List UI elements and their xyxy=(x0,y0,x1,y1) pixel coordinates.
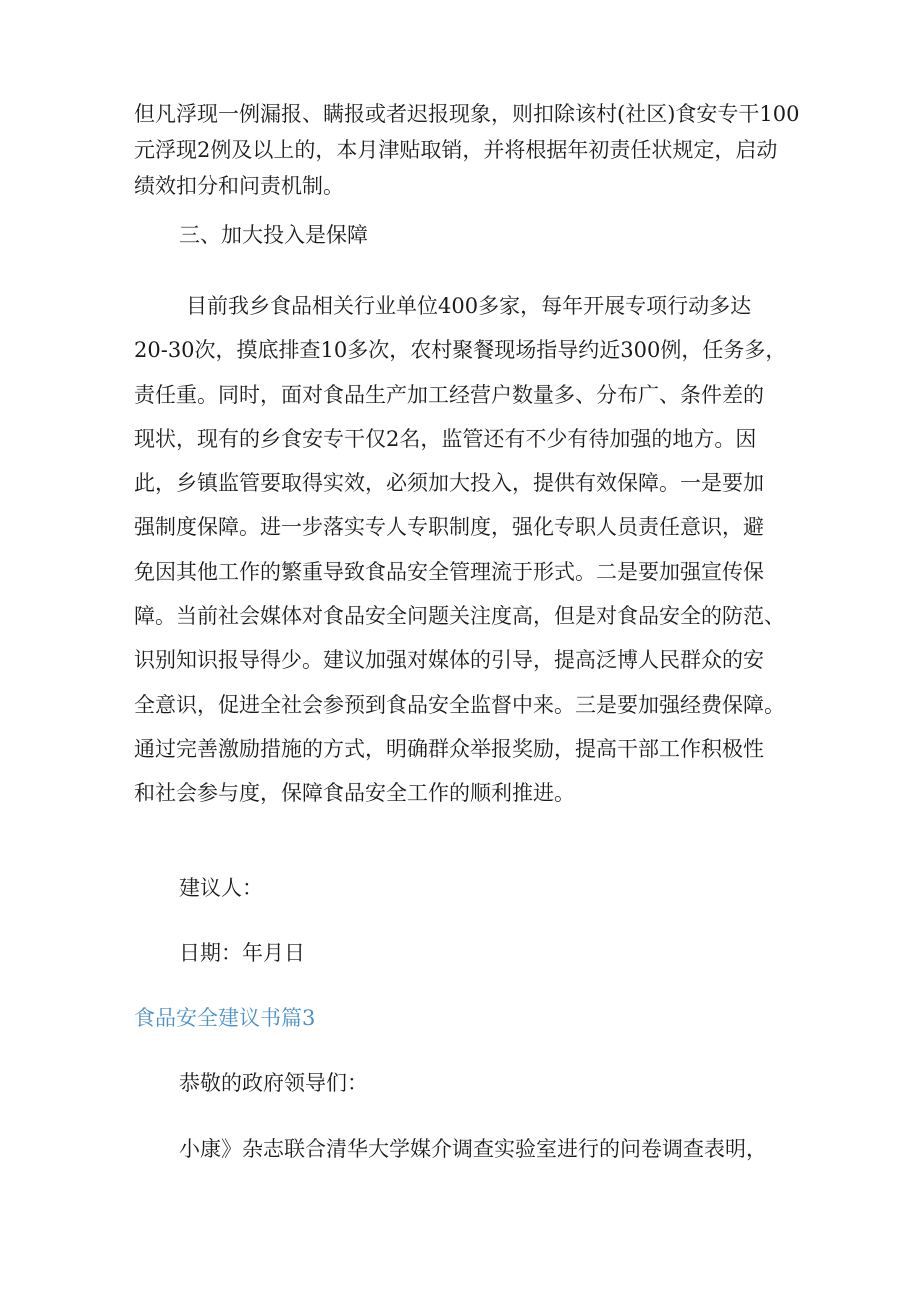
section-heading: 三、加大投入是保障 xyxy=(179,223,368,247)
date-line: 日期：年月日 xyxy=(179,941,305,965)
greeting-line: 恭敬的政府领导们： xyxy=(179,1071,368,1095)
paragraph-2-line: 责任重。同时，面对食品生产加工经营户数量多、分布广、条件差的 xyxy=(134,382,764,407)
paragraph-2-line: 全意识，促进全社会参预到食品安全监督中来。三是要加强经费保障。 xyxy=(134,692,785,717)
paragraph-1-line: 但凡浮现一例漏报、瞒报或者迟报现象，则扣除该村(社区)食安专干100 xyxy=(134,102,800,126)
body-text-line: 小康》杂志联合清华大学媒介调查实验室进行的问卷调查表明， xyxy=(179,1137,767,1161)
paragraph-2-line: 目前我乡食品相关行业单位400多家，每年开展专项行动多达 xyxy=(186,294,752,318)
section-title-link[interactable]: 食品安全建议书篇3 xyxy=(134,1006,316,1030)
paragraph-1-line: 绩效扣分和问责机制。 xyxy=(134,174,344,198)
paragraph-2-line: 免因其他工作的繁重导致食品安全管理流于形式。二是要加强宣传保 xyxy=(134,559,764,584)
paragraph-2-line: 通过完善激励措施的方式，明确群众举报奖励，提高干部工作积极性 xyxy=(134,736,764,761)
signature-line: 建议人： xyxy=(179,876,263,900)
paragraph-1-line: 元浮现2例及以上的，本月津贴取销，并将根据年初责任状规定，启动 xyxy=(134,138,778,162)
paragraph-2 xyxy=(134,284,824,816)
paragraph-2-line: 现状，现有的乡食安专干仅2名，监管还有不少有待加强的地方。因 xyxy=(134,426,757,451)
paragraph-2-line: 识别知识报导得少。建议加强对媒体的引导，提高泛博人民群众的安 xyxy=(134,648,764,673)
paragraph-2-line: 20-30次，摸底排查10多次，农村聚餐现场指导约近300例，任务多， xyxy=(134,338,787,363)
paragraph-2-line: 障。当前社会媒体对食品安全问题关注度高，但是对食品安全的防范、 xyxy=(134,604,785,629)
paragraph-1 xyxy=(134,96,814,204)
paragraph-2-line: 和社会参与度，保障食品安全工作的顺利推进。 xyxy=(134,781,575,806)
paragraph-2-line: 此，乡镇监管要取得实效，必须加大投入，提供有效保障。一是要加 xyxy=(134,471,764,496)
paragraph-2-line: 强制度保障。进一步落实专人专职制度，强化专职人员责任意识，避 xyxy=(134,515,764,540)
